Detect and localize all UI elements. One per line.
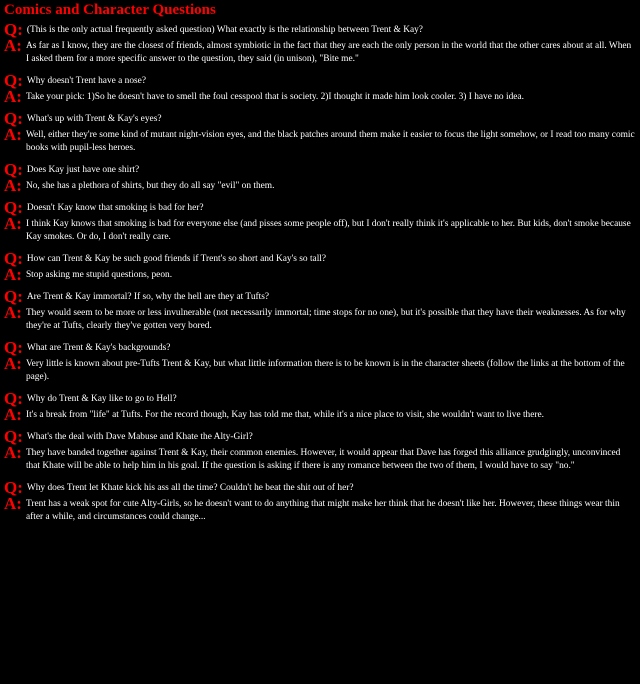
answer-row <box>4 87 636 106</box>
question-marker: Q: <box>4 198 23 217</box>
question-text: Are Trent & Kay immortal? If so, why the hell are they at Tufts? <box>26 292 270 302</box>
answer-text: As far as I know, they are the closest of friends, almost symbiotic in the fact that they are each the only person in the world that the other cares about at all. When I asked them for a more specific answer to the question, they said (in unison), "Bite me." <box>25 41 632 64</box>
question-row <box>4 478 636 497</box>
question-text: Why do Trent & Kay like to go to Hell? <box>26 394 177 404</box>
answer-row <box>4 354 636 384</box>
question-marker: Q: <box>4 389 23 408</box>
answer-marker: A: <box>4 87 22 106</box>
answer-text: I think Kay knows that smoking is bad for everyone else (and pisses some people off), but I don't really think it's applicable to her. But kids, don't smoke because Kay smokes. Or do, I don't really care. <box>25 219 631 242</box>
question-text: Doesn't Kay know that smoking is bad for her? <box>26 203 204 213</box>
page-title: Comics and Character Questions <box>4 2 216 18</box>
question-text: What's up with Trent & Kay's eyes? <box>26 114 162 124</box>
answer-text: No, she has a plethora of shirts, but they do all say "evil" on them. <box>25 181 275 191</box>
question-row <box>4 427 636 446</box>
question-row <box>4 109 636 128</box>
answer-row <box>4 303 636 333</box>
faq-item <box>4 160 636 195</box>
answer-row <box>4 125 636 155</box>
question-text: How can Trent & Kay be such good friends if Trent's so short and Kay's so tall? <box>26 254 327 264</box>
question-marker: Q: <box>4 478 23 497</box>
faq-item <box>4 249 636 284</box>
answer-row <box>4 214 636 244</box>
question-marker: Q: <box>4 427 23 446</box>
question-text: What's the deal with Dave Mabuse and Khate the Alty-Girl? <box>26 432 253 442</box>
question-marker: Q: <box>4 71 23 90</box>
faq-item <box>4 287 636 333</box>
question-row <box>4 338 636 357</box>
answer-text: They would seem to be more or less invulnerable (not necessarily immortal; time stops for no one), but it's possible that they have their weaknesses. As for why they're at Tufts, clearly they've gotten very bored. <box>25 308 626 331</box>
answer-row <box>4 405 636 424</box>
question-row <box>4 389 636 408</box>
question-text: Why does Trent let Khate kick his ass all the time? Couldn't he beat the shit out of her? <box>26 483 354 493</box>
answer-text: Very little is known about pre-Tufts Trent & Kay, but what little information there is to be known is in the character sheets (follow the links at the bottom of the page). <box>25 359 625 382</box>
answer-marker: A: <box>4 125 22 144</box>
question-marker: Q: <box>4 287 23 306</box>
answer-row <box>4 443 636 473</box>
question-row <box>4 287 636 306</box>
answer-marker: A: <box>4 265 22 284</box>
question-text: What are Trent & Kay's backgrounds? <box>26 343 171 353</box>
faq-item <box>4 71 636 106</box>
answer-marker: A: <box>4 443 22 462</box>
answer-row <box>4 176 636 195</box>
faq-item <box>4 198 636 244</box>
answer-text: Trent has a weak spot for cute Alty-Girls, so he doesn't want to do anything that might make her think that he doesn't like her. However, these things wear thin after a while, and circumstances could change... <box>25 499 620 522</box>
question-marker: Q: <box>4 338 23 357</box>
answer-marker: A: <box>4 354 22 373</box>
answer-text: Stop asking me stupid questions, peon. <box>25 270 173 280</box>
question-row <box>4 71 636 90</box>
question-row <box>4 198 636 217</box>
answer-row <box>4 494 636 524</box>
answer-text: Well, either they're some kind of mutant night-vision eyes, and the black patches around them make it easier to focus the light somehow, or I read too many comic books with pupil-less heroes. <box>25 130 635 153</box>
faq-item <box>4 427 636 473</box>
answer-marker: A: <box>4 214 22 233</box>
question-text: Does Kay just have one shirt? <box>26 165 140 175</box>
answer-row <box>4 265 636 284</box>
answer-marker: A: <box>4 405 22 424</box>
answer-text: It's a break from "life" at Tufts. For the record though, Kay has told me that, while it's a nice place to visit, she wouldn't want to live there. <box>25 410 545 420</box>
faq-item <box>4 109 636 155</box>
question-row <box>4 20 636 39</box>
answer-marker: A: <box>4 176 22 195</box>
answer-marker: A: <box>4 303 22 322</box>
question-row <box>4 160 636 179</box>
question-marker: Q: <box>4 109 23 128</box>
answer-row <box>4 36 636 66</box>
faq-item <box>4 389 636 424</box>
faq-item <box>4 338 636 384</box>
question-text: (This is the only actual frequently asked question) What exactly is the relationship between Trent & Kay? <box>26 25 423 35</box>
faq-list <box>4 20 636 524</box>
question-marker: Q: <box>4 160 23 179</box>
answer-text: They have banded together against Trent & Kay, their common enemies. However, it would appear that Dave has forged this alliance grudgingly, unconvinced that Khate will be able to help him in his goal. If the question is asking if there is any romance between the two of them, I would have to say "no." <box>25 448 621 471</box>
question-row <box>4 249 636 268</box>
question-text: Why doesn't Trent have a nose? <box>26 76 147 86</box>
faq-item <box>4 478 636 524</box>
answer-text: Take your pick: 1)So he doesn't have to smell the foul cesspool that is society. 2)I thought it made him look cooler. 3) I have no idea. <box>25 92 524 102</box>
faq-item <box>4 20 636 66</box>
answer-marker: A: <box>4 494 22 513</box>
question-marker: Q: <box>4 249 23 268</box>
question-marker: Q: <box>4 20 23 39</box>
answer-marker: A: <box>4 36 22 55</box>
